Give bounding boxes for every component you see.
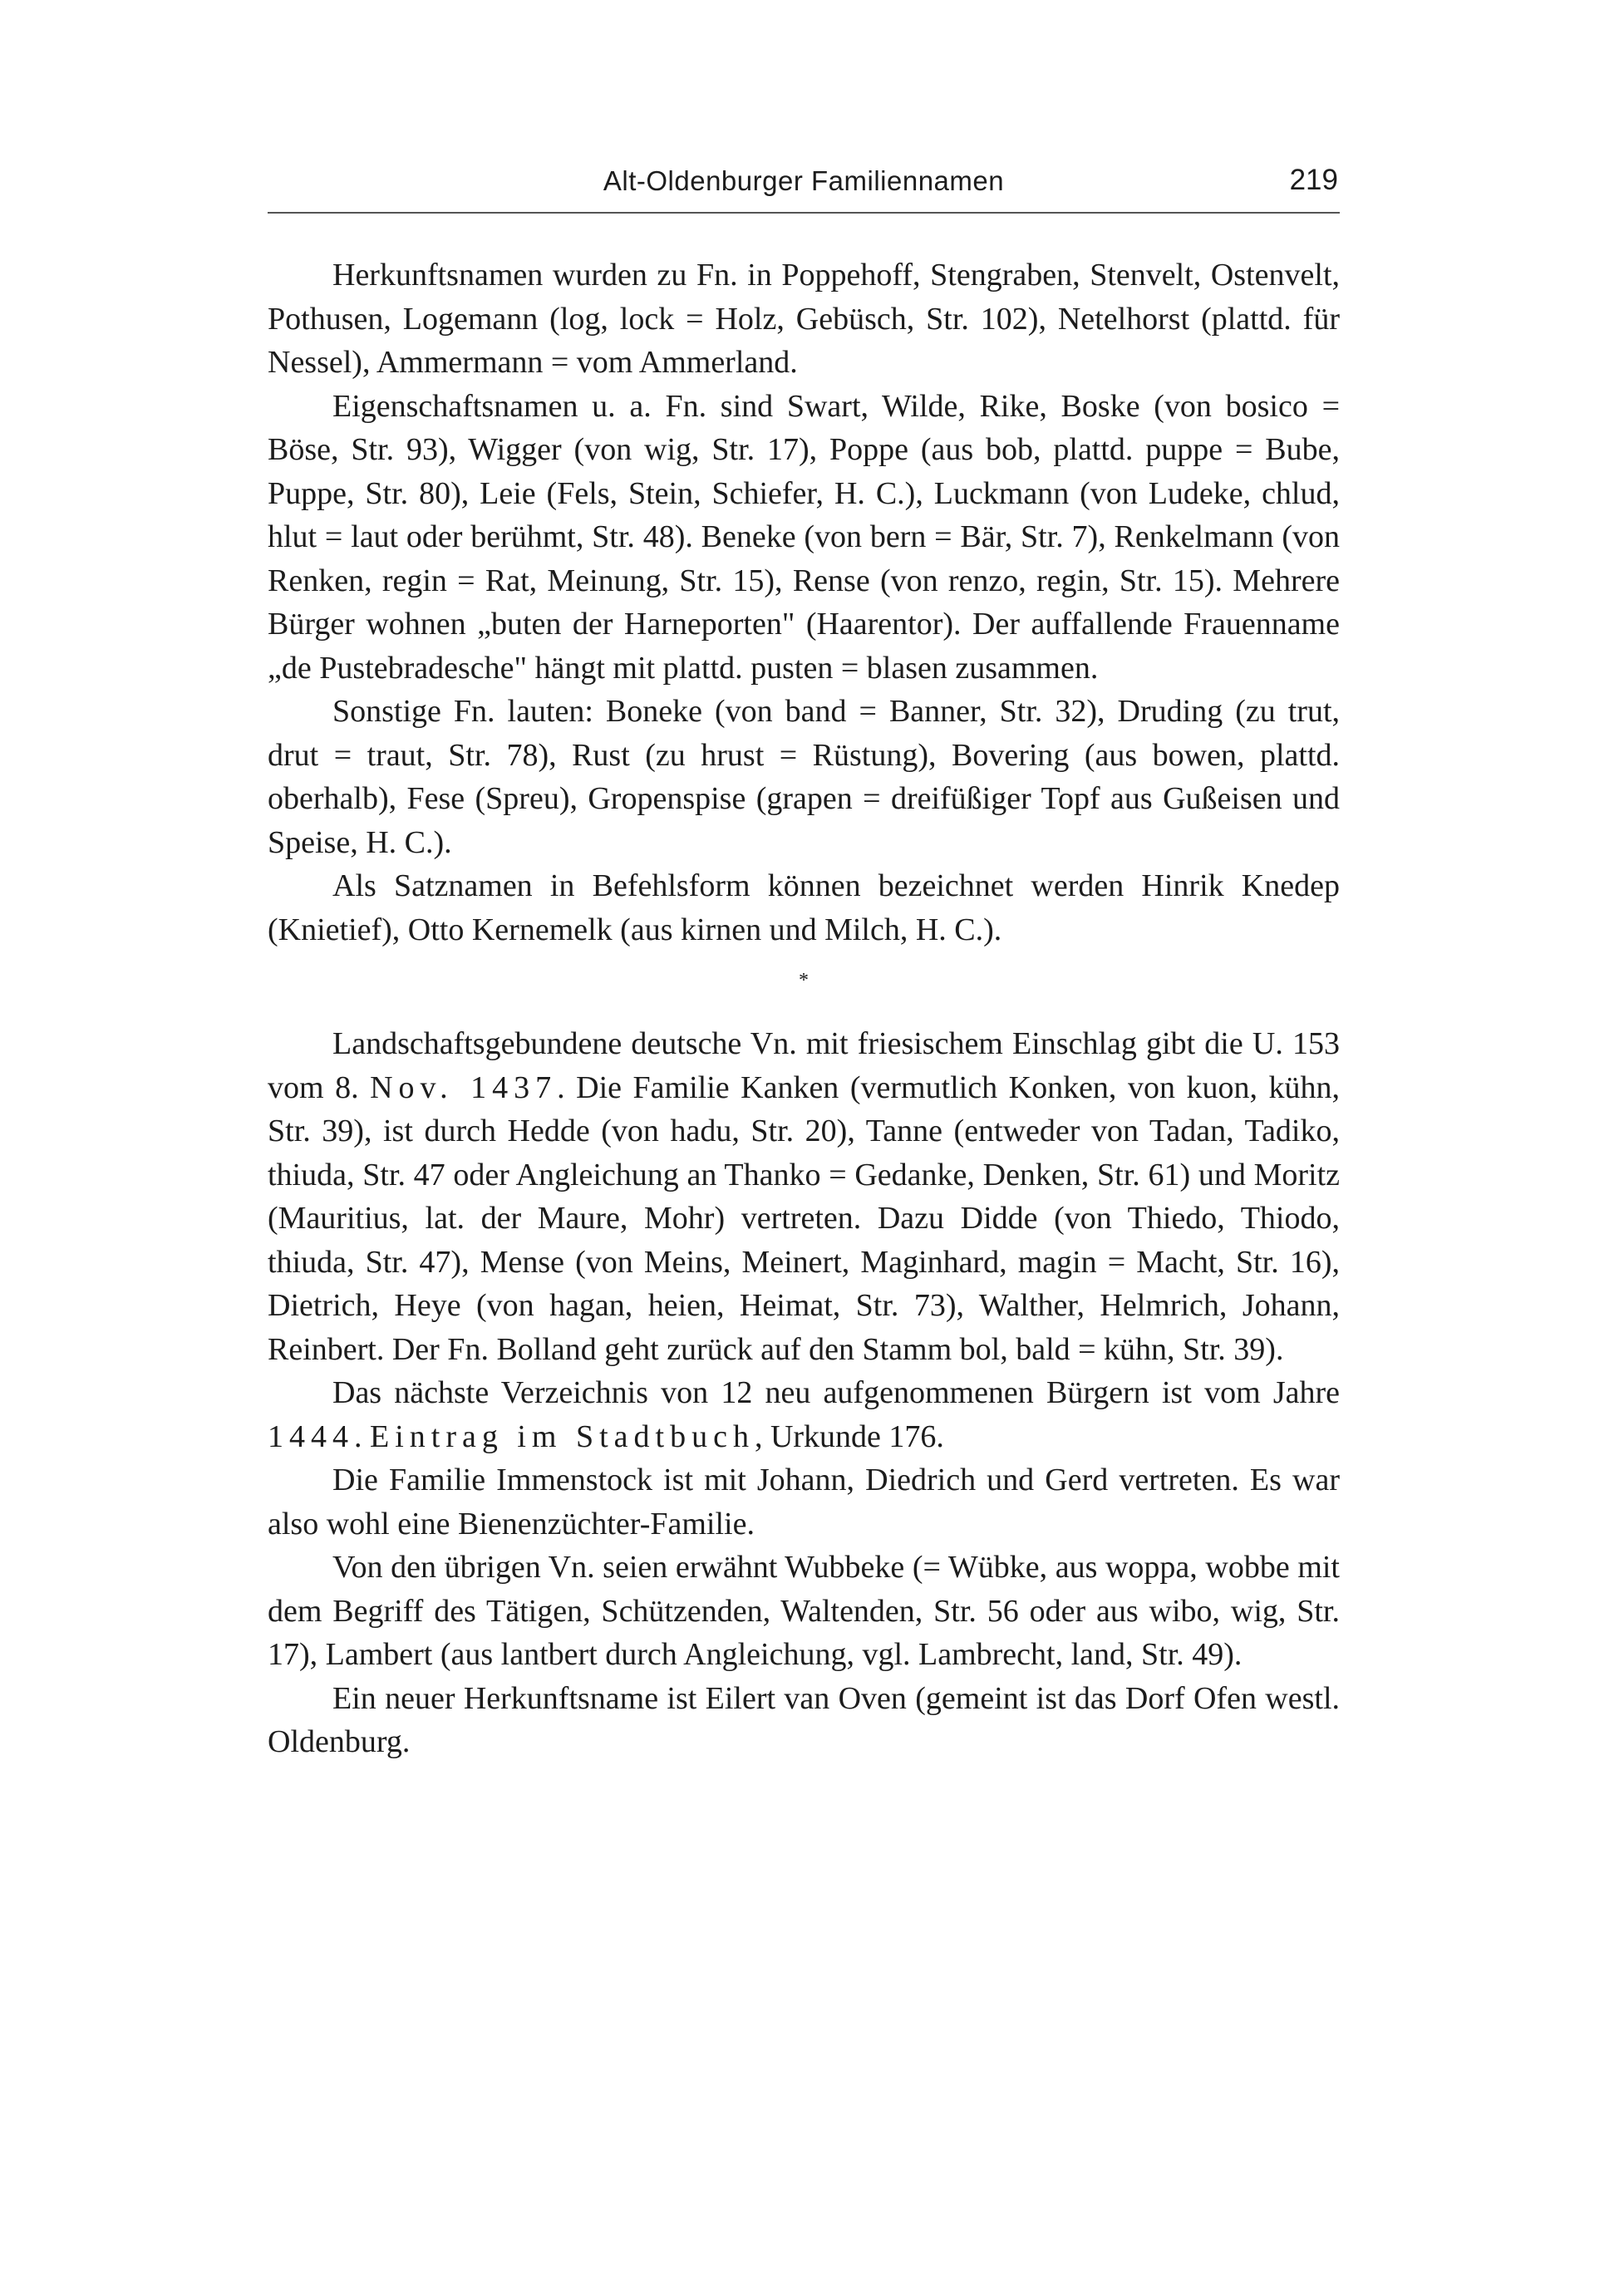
spaced-date: Nov. 1437 bbox=[370, 1069, 558, 1105]
section-separator: * bbox=[799, 970, 809, 991]
page-header bbox=[268, 162, 1340, 214]
running-title: Alt-Oldenburger Familiennamen bbox=[603, 165, 1005, 196]
paragraph: Als Satznamen in Befehlsform können bezeichnet werden Hinrik Knedep (Knietief), Otto Kernemelk (aus kirnen und Milch, H. C.). bbox=[268, 868, 1340, 947]
spaced-emphasis: Eintrag im Stadtbuch bbox=[370, 1418, 755, 1454]
paragraph bbox=[268, 1022, 1340, 1371]
paragraph bbox=[268, 1371, 1340, 1458]
paragraph: Von den übrigen Vn. seien erwähnt Wubbeke (= Wübke, aus woppa, wobbe mit dem Begriff des Tätigen, Schützenden, Waltenden, Str. 56 oder aus wibo, wig, Str. 17), Lambert (aus lantbert durch Angleichung, vgl. Lambrecht, land, Str. 49). bbox=[268, 1550, 1340, 1672]
paragraph: Sonstige Fn. lauten: Boneke (von band = Banner, Str. 32), Druding (zu trut, drut = traut, Str. 78), Rust (zu hrust = Rüstung), Bovering (aus bowen, plattd. oberhalb), Fese (Spreu), Gropenspise (grapen = dreifüßiger Topf aus Gußeisen und Speise, H. C.). bbox=[268, 694, 1340, 860]
text-run: . Die Familie Kanken (vermutlich Konken, von kuon, kühn, Str. 39), ist durch Hedde (von hadu, Str. 20), Tanne (entweder von Tadan, Tadiko, thiuda, Str. 47 oder Angleichung an Thanko = Gedanke, Denken, Str. 61) und Moritz (Mauritius, lat. der Maure, Mohr) vertreten. Dazu Didde (von Thiedo, Thiodo, thiuda, Str. 47), Mense (von Meins, Meinert, Maginhard, magin = Macht, Str. 16), Dietrich, Heye (von hagan, heien, Heimat, Str. 73), Walther, Helmrich, Johann, Reinbert. Der Fn. Bolland geht zurück auf den Stamm bol, bald = kühn, Str. 39). bbox=[268, 1069, 1340, 1367]
text-run: Das nächste Verzeichnis von 12 neu aufgenommenen Bürgern ist vom Jahre bbox=[332, 1375, 1340, 1410]
spaced-year: 1444 bbox=[268, 1418, 354, 1454]
paragraph: Herkunftsnamen wurden zu Fn. in Poppehoff, Stengraben, Stenvelt, Ostenvelt, Pothusen, Logemann (log, lock = Holz, Gebüsch, Str. 102), Netelhorst (plattd. für Nessel), Ammermann = vom Ammerland. bbox=[268, 258, 1340, 380]
text-run: . bbox=[354, 1418, 370, 1454]
paragraph: Die Familie Immenstock ist mit Johann, Diedrich und Gerd vertreten. Es war also wohl eine Bienenzüchter-Familie. bbox=[268, 1463, 1340, 1541]
page-number: 219 bbox=[1289, 164, 1338, 196]
book-page bbox=[268, 162, 1340, 1764]
paragraph: Ein neuer Herkunftsname ist Eilert van Oven (gemeint ist das Dorf Ofen westl. Oldenburg. bbox=[268, 1680, 1340, 1759]
page-body bbox=[268, 253, 1340, 1764]
paragraph: Eigenschaftsnamen u. a. Fn. sind Swart, Wilde, Rike, Boske (von bosico = Böse, Str. 93), Wigger (von wig, Str. 17), Poppe (aus bob, plattd. puppe = Bube, Puppe, Str. 80), Leie (Fels, Stein, Schiefer, H. C.), Luckmann (von Ludeke, chlud, hlut = laut oder berühmt, Str. 48). Beneke (von bern = Bär, Str. 7), Renkelmann (von Renken, regin = Rat, Meinung, Str. 15), Rense (von renzo, regin, Str. 15). Mehrere Bürger wohnen „buten der Harneporten" (Haarentor). Der auffallende Frauenname „de Pustebradesche" hängt mit plattd. pusten = blasen zusammen. bbox=[268, 388, 1340, 686]
text-run: , Urkunde 176. bbox=[754, 1418, 944, 1454]
text-run: Landschaftsgebundene deutsche Vn. mit friesischem Einschlag gibt die U. 153 vom 8. bbox=[268, 1026, 1340, 1105]
